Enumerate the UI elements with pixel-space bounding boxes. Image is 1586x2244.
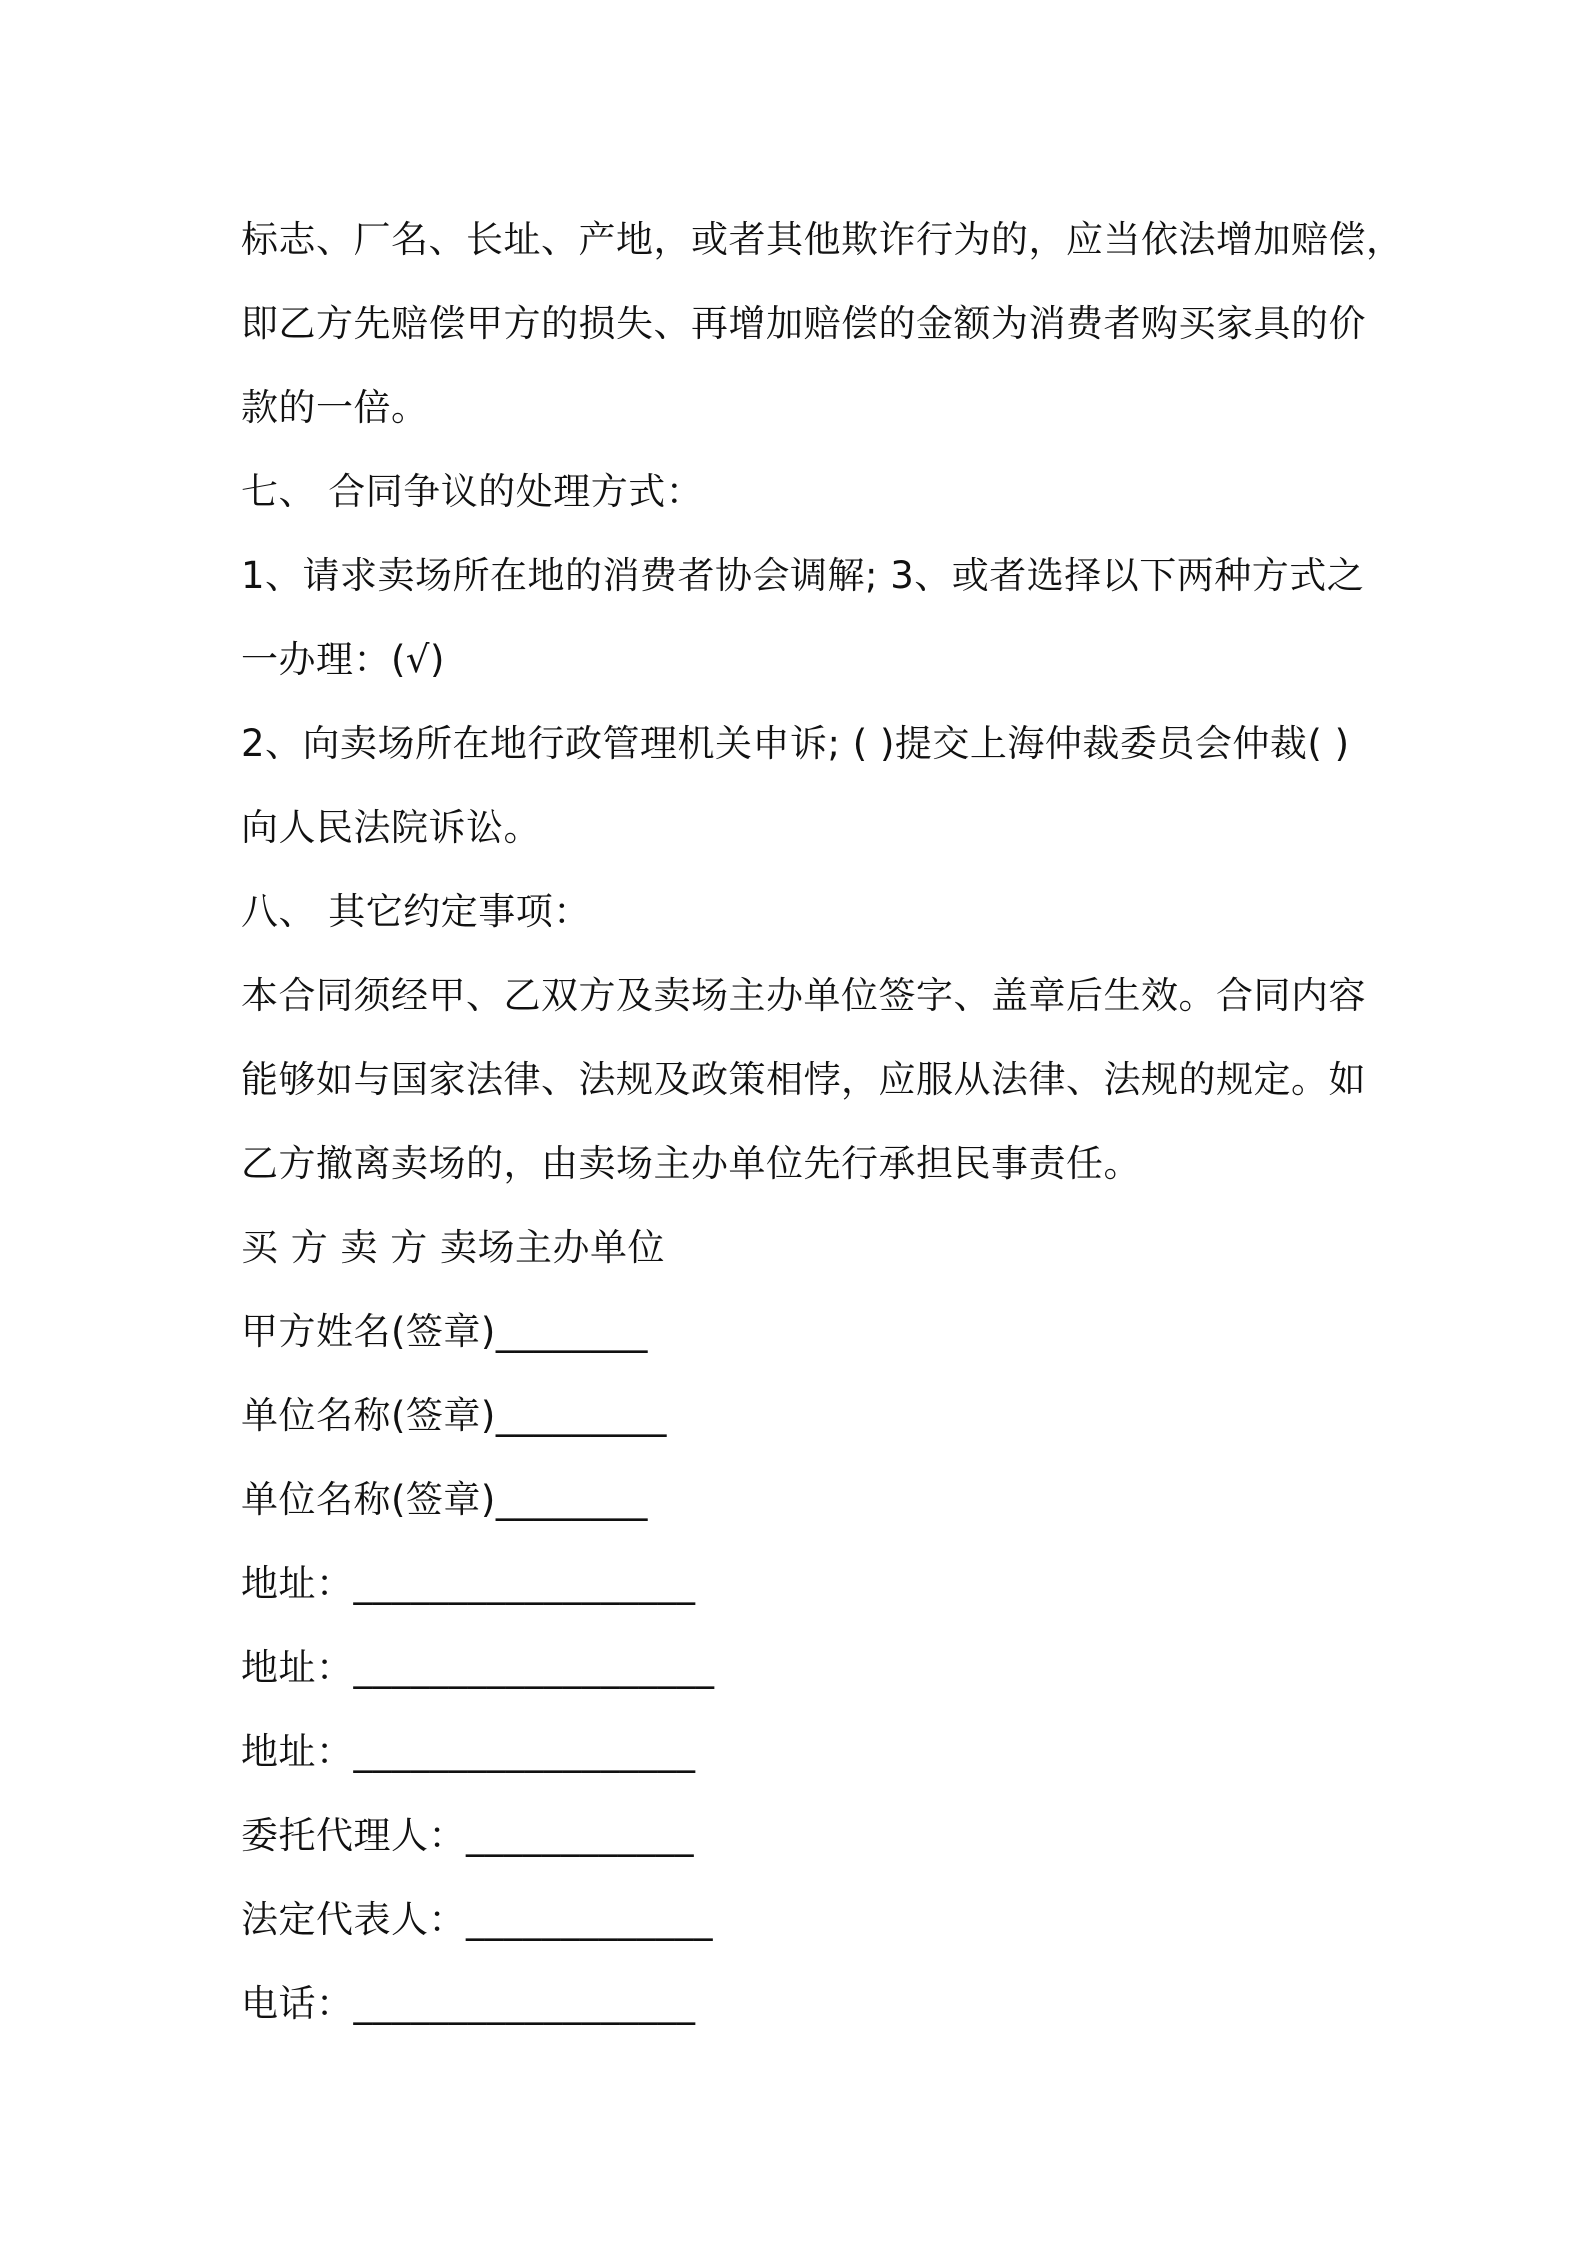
text-line-compensation-2: 即乙方先赔偿甲方的损失、再增加赔偿的金额为消费者购买家具的价 bbox=[241, 302, 1366, 345]
signature-parties-header: 买 方 卖 方 卖场主办单位 bbox=[241, 1226, 666, 1269]
signature-field-address-1: 地址：__________________ bbox=[241, 1562, 696, 1605]
text-line-dispute-4: 向人民法院诉讼。 bbox=[241, 806, 541, 849]
signature-field-agent: 委托代理人：____________ bbox=[241, 1814, 694, 1857]
signature-field-legal-rep: 法定代表人：_____________ bbox=[241, 1898, 713, 1941]
text-line-terms-3: 乙方撤离卖场的，由卖场主办单位先行承担民事责任。 bbox=[241, 1142, 1141, 1185]
text-line-terms-2: 能够如与国家法律、法规及政策相悖，应服从法律、法规的规定。如 bbox=[241, 1058, 1366, 1101]
text-line-terms-1: 本合同须经甲、乙双方及卖场主办单位签字、盖章后生效。合同内容 bbox=[241, 974, 1366, 1017]
signature-field-address-3: 地址：__________________ bbox=[241, 1730, 696, 1773]
document-body bbox=[241, 198, 1404, 2046]
signature-field-address-2: 地址：___________________ bbox=[241, 1646, 715, 1689]
text-line-compensation-3: 款的一倍。 bbox=[241, 386, 429, 429]
signature-field-host-unit: 单位名称(签章)________ bbox=[241, 1478, 648, 1521]
text-line-dispute-2: 一办理：(√) bbox=[241, 638, 445, 681]
signature-field-buyer-name: 甲方姓名(签章)________ bbox=[241, 1310, 648, 1353]
signature-field-phone: 电话：__________________ bbox=[241, 1982, 696, 2025]
text-line-dispute-1: 1、请求卖场所在地的消费者协会调解; 3、或者选择以下两种方式之 bbox=[241, 554, 1365, 597]
text-line-compensation-1: 标志、厂名、长址、产地，或者其他欺诈行为的，应当依法增加赔偿， bbox=[241, 218, 1404, 261]
section-heading-other-terms: 八、 其它约定事项： bbox=[241, 890, 591, 933]
section-heading-dispute: 七、 合同争议的处理方式： bbox=[241, 470, 704, 513]
signature-field-seller-unit: 单位名称(签章)_________ bbox=[241, 1394, 667, 1437]
text-line-dispute-3: 2、向卖场所在地行政管理机关申诉; ( )提交上海仲裁委员会仲裁( ) bbox=[241, 722, 1350, 765]
